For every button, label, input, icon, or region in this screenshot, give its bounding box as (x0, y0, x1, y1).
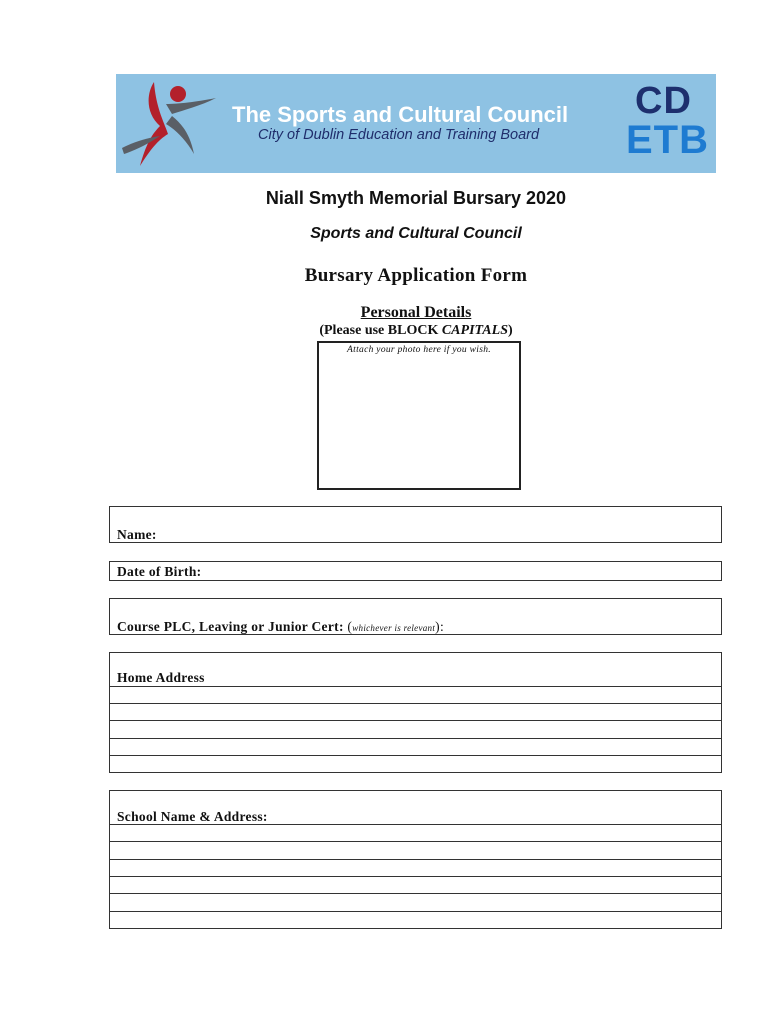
home-address-label: Home Address (117, 670, 205, 685)
home-address-line (109, 686, 722, 687)
section-title: Personal Details (360, 304, 472, 321)
course-note: whichever is relevant (352, 623, 436, 633)
home-address-line (109, 720, 722, 721)
photo-hint: Attach your photo here if you wish. (347, 345, 491, 355)
cdetb-logo-line2: ETB (626, 118, 709, 162)
form-title: Bursary Application Form (304, 265, 528, 286)
course-paren-close: ): (435, 619, 445, 634)
dob-label: Date of Birth: (117, 564, 202, 579)
cdetb-logo-line1: CD (635, 80, 692, 122)
home-address-line (109, 703, 722, 704)
home-address-line (109, 738, 722, 739)
org-subtitle: City of Dublin Education and Training Board (258, 127, 540, 143)
course-field[interactable] (109, 598, 722, 635)
school-label: School Name & Address: (117, 809, 268, 824)
school-address-line (109, 876, 722, 877)
course-label-text: Course PLC, Leaving or Junior Cert: (117, 619, 348, 634)
name-label: Name: (117, 527, 157, 542)
school-address-line (109, 893, 722, 894)
runner-logo-icon (116, 74, 226, 173)
school-address-line (109, 824, 722, 825)
course-label (117, 619, 444, 635)
name-field[interactable] (109, 506, 722, 543)
block-capitals-note (0, 323, 770, 339)
school-address-line (109, 911, 722, 912)
org-name: The Sports and Cultural Council (232, 102, 569, 127)
document-title: Niall Smyth Memorial Bursary 2020 (265, 188, 567, 208)
header-banner (116, 74, 716, 173)
school-address-line (109, 859, 722, 860)
council-subtitle: Sports and Cultural Council (310, 225, 522, 242)
photo-box[interactable] (317, 341, 521, 490)
course-paren-open: ( (347, 619, 353, 634)
dob-field[interactable] (109, 561, 722, 581)
block-note-capitals: CAPITALS (441, 323, 508, 338)
school-address-line (109, 841, 722, 842)
block-note-suffix: ) (507, 323, 513, 338)
home-address-line (109, 755, 722, 756)
block-note-prefix: (Please use BLOCK (319, 323, 442, 338)
